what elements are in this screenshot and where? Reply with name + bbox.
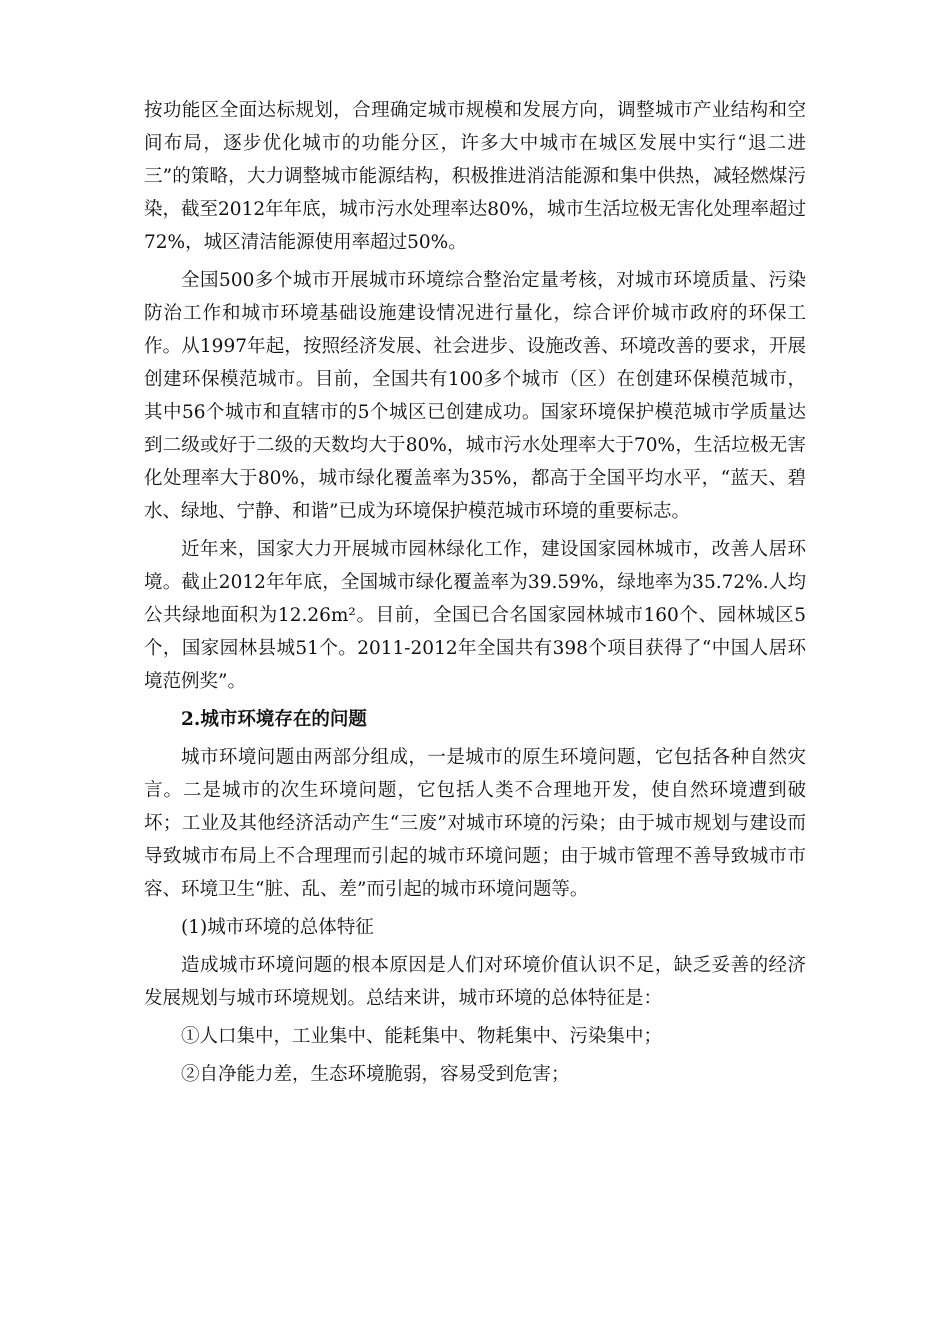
document-page bbox=[144, 94, 806, 1096]
section-heading: 2.城市环境存在的问题 bbox=[181, 709, 367, 730]
paragraph-environmental-problems: 城市环境问题由两部分组成，一是城市的原生环境问题，它包括各种自然灾言。二是城市的次生环境问题，它包括人类不合理地开发，使自然环境遭到破坏；工业及其他经济活动产生“三废”对城市环境的污染；由于城市规划与建设而导致城市布局上不合理理而引起的城市环境问题；由于城市管理不善导致城市市容、环境卫生“脏、乱、差”而引起的城市环境问题等。 bbox=[144, 747, 806, 900]
paragraph-environmental-assessment: 全国500多个城市开展城市环境综合整治定量考核，对城市环境质量、污染防治工作和城市环境基础设施建设情况进行量化，综合评价城市政府的环保工作。从1997年起，按照经济发展、社会进步、设施改善、环境改善的要求，开展创建环保模范城市。目前，全国共有100多个城市（区）在创建环保模范城市，其中56个城市和直辖市的5个城区已创建成功。国家环境保护模范城市学质量达到二级或好于二级的天数均大于80%，城市污水处理率大于70%，生活垃极无害化处理率大于80%，城市绿化覆盖率为35%，都高于全国平均水平，“蓝天、碧水、绿地、宁静、和谐”已成为环境保护模范城市环境的重要标志。 bbox=[144, 270, 806, 522]
list-item: ①人口集中，工业集中、能耗集中、物耗集中、污染集中； bbox=[181, 1026, 663, 1047]
list-item: ②自净能力差，生态环境脆弱，容易受到危害； bbox=[181, 1064, 570, 1085]
paragraph-root-cause: 造成城市环境问题的根本原因是人们对环境价值认识不足，缺乏妥善的经济发展规划与城市环境规划。总结来讲，城市环境的总体特征是： bbox=[144, 955, 806, 1009]
paragraph-urban-greening: 近年来，国家大力开展城市园林绿化工作，建设国家园林城市，改善人居环境。截止2012年年底，全国城市绿化覆盖率为39.59%，绿地率为35.72%.人均公共绿地面积为12.26m²。目前，全国已合名国家园林城市160个、园林城区5个，国家园林县城51个。2011-2012年全国共有398个项目获得了“中国人居环境范例奖”。 bbox=[144, 539, 806, 692]
subsection-heading: (1)城市环境的总体特征 bbox=[181, 917, 374, 938]
paragraph-urban-planning: 按功能区全面达标规划，合理确定城市规模和发展方向，调整城市产业结构和空间布局，逐步优化城市的功能分区，许多大中城市在城区发展中实行“退二进三”的策略，大力调整城市能源结构，积极推进消洁能源和集中供热，减轻燃煤污染，截至2012年年底，城市污水处理率达80%，城市生活垃极无害化处理率超过72%，城区清洁能源使用率超过50%。 bbox=[144, 100, 806, 253]
